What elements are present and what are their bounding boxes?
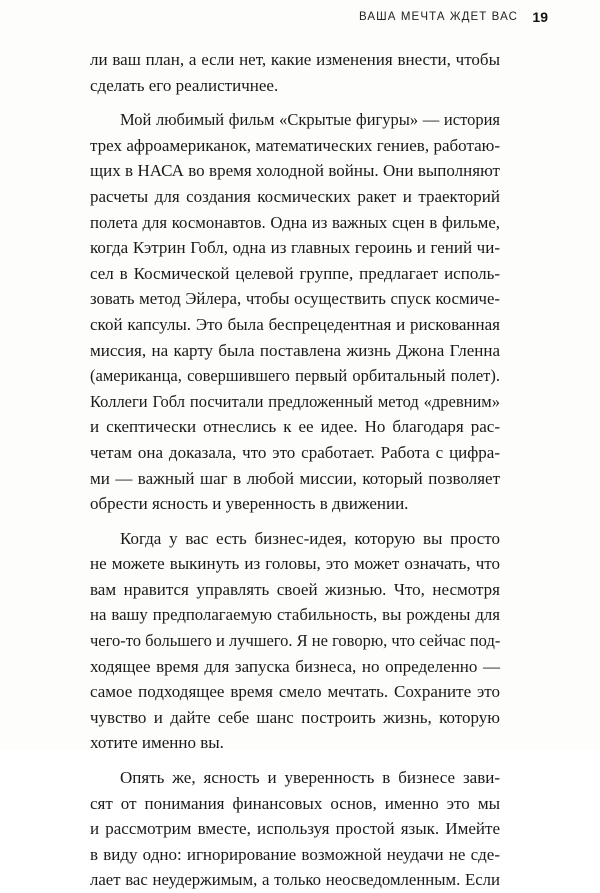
text-line: сделать его реалистичнее. <box>90 75 279 95</box>
text-line: когда Кэтрин Гобл, одна из главных героинь и гений чи- <box>90 238 500 258</box>
text-line: Опять же, ясность и уверенность в бизнесе зави- <box>120 768 500 788</box>
text-line: лает вас неудержимым, а только неосведомленным. Если <box>90 870 500 890</box>
text-line: ми — важный шаг в любой миссии, который позволяет <box>90 468 500 488</box>
paragraph <box>90 107 500 517</box>
paragraph <box>90 765 500 893</box>
text-line: Мой любимый фильм «Скрытые фигуры» — история <box>120 110 500 130</box>
text-line: трех афроамериканок, математических гениев, работаю- <box>90 135 500 155</box>
text-line: вам нравится управлять своей жизнью. Что, несмотря <box>90 579 500 599</box>
text-line: чувство и дайте себе шанс построить жизнь, которую <box>90 707 500 727</box>
page-number: 19 <box>532 9 548 25</box>
text-line: и скептически отнеслись к ее идее. Но благодаря рас- <box>90 417 500 437</box>
text-line: (американца, совершившего первый орбитальный полет). <box>90 366 500 386</box>
text-line: миссия, на карту была поставлена жизнь Джона Гленна <box>90 340 500 360</box>
text-line: не можете выкинуть из головы, это может означать, что <box>90 554 500 574</box>
text-line: зовать метод Эйлера, чтобы осуществить спуск космиче- <box>90 289 500 309</box>
text-line: щих в НАСА во время холодной войны. Они выполняют <box>90 161 500 181</box>
text-line: ли ваш план, а если нет, какие изменения внести, чтобы <box>90 50 500 69</box>
text-line: на вашу предполагаемую стабильность, вы рождены для <box>90 605 500 625</box>
text-line: ходящее время для запуска бизнеса, но определенно — <box>90 656 500 676</box>
paragraph <box>90 47 500 98</box>
text-line: в виду одно: игнорирование возможной неудачи не сде- <box>90 844 500 864</box>
text-line: Когда у вас есть бизнес-идея, которую вы просто <box>120 528 500 548</box>
text-line: Коллеги Гобл посчитали предложенный метод «древним» <box>90 391 500 411</box>
text-line: самое подходящее время смело мечтать. Сохраните это <box>90 682 500 702</box>
text-line: расчеты для создания космических ракет и траекторий <box>90 186 500 206</box>
body-text <box>90 47 500 893</box>
text-line: полета для космонавтов. Одна из важных сцен в фильме, <box>90 212 500 232</box>
text-line: обрести ясность и уверенность в движении. <box>90 494 409 514</box>
text-line: ской капсулы. Это была беспрецедентная и рискованная <box>90 314 500 334</box>
running-head: ВАША МЕЧТА ЖДЕТ ВАС <box>359 11 518 23</box>
text-line: чего-то большего и лучшего. Я не говорю, что сейчас под- <box>90 631 501 651</box>
text-line: сят от понимания финансовых основ, именно это мы <box>90 793 500 813</box>
text-line: сел в Космической целевой группе, предлагает исполь- <box>90 263 500 283</box>
text-line: и рассмотрим вместе, используя простой язык. Имейте <box>90 819 500 839</box>
text-line: четам она доказала, что это сработает. Работа с цифра- <box>90 442 500 462</box>
paragraph <box>90 526 500 756</box>
text-line: хотите именно вы. <box>90 733 224 753</box>
